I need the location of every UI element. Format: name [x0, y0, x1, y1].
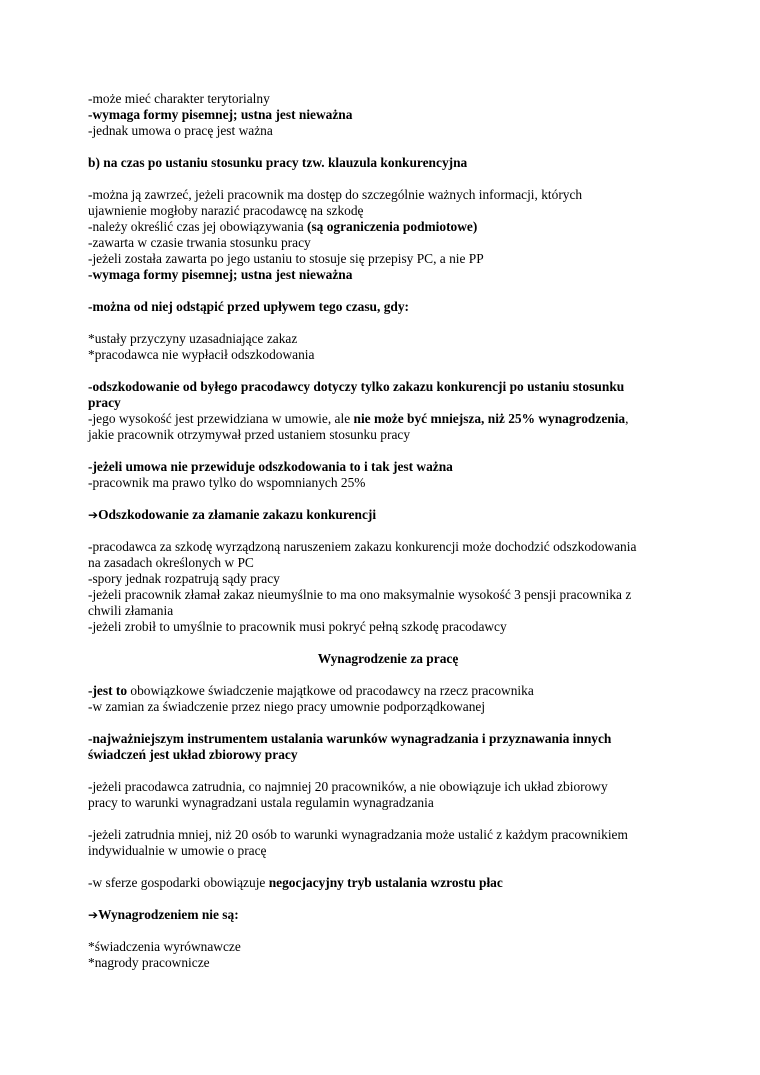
text-line-bold: pracy: [88, 395, 121, 410]
text-line: indywidualnie w umowie o pracę: [88, 843, 267, 858]
arrow-right-icon: ➔: [88, 908, 99, 922]
text-line: pracy to warunki wynagradzani ustala regulamin wynagradzania: [88, 795, 434, 810]
text-line: -jeżeli pracodawca zatrudnia, co najmniej 20 pracowników, a nie obowiązuje ich układ zbiorowy: [88, 779, 608, 794]
paragraph-written-form: [88, 91, 688, 139]
text-line-bold: -najważniejszym instrumentem ustalania warunków wynagradzania i przyznawania innych: [88, 731, 612, 746]
text-line: -jednak umowa o pracę jest ważna: [88, 123, 273, 138]
heading-breach-compensation: ➔Odszkodowanie za złamanie zakazu konkurencji: [88, 507, 377, 522]
text-line-bold: -jeżeli umowa nie przewiduje odszkodowania to i tak jest ważna: [88, 459, 453, 474]
text-line: -w zamian za świadczenie przez niego pracy umownie podporządkowanej: [88, 699, 486, 714]
text-line: na zasadach określonych w PC: [88, 555, 254, 570]
text-line: -może mieć charakter terytorialny: [88, 91, 270, 106]
text-line: -pracownik ma prawo tylko do wspomnianych 25%: [88, 475, 366, 490]
paragraph-clause-conditions: [88, 187, 688, 283]
text-line-bold: -odszkodowanie od byłego pracodawcy dotyczy tylko zakazu konkurencji po ustaniu stosunku: [88, 379, 625, 394]
text-line: -spory jednak rozpatrują sądy pracy: [88, 571, 280, 586]
text-line: -zawarta w czasie trwania stosunku pracy: [88, 235, 311, 250]
text-line: -jego wysokość jest przewidziana w umowie, ale nie może być mniejsza, niż 25% wynagrodzenia,: [88, 411, 629, 426]
text-line: -jeżeli pracownik złamał zakaz nieumyślnie to ma ono maksymalnie wysokość 3 pensji pracownika z: [88, 587, 632, 602]
text-line: -jeżeli zatrudnia mniej, niż 20 osób to warunki wynagradzania może ustalić z każdym pracownikiem: [88, 827, 628, 842]
text-line: -jeżeli zrobił to umyślnie to pracownik musi pokryć pełną szkodę pracodawcy: [88, 619, 507, 634]
section-title-remuneration: Wynagrodzenie za pracę: [317, 651, 459, 666]
paragraph-individual: [88, 827, 688, 859]
paragraph-collective-agreement: [88, 731, 688, 763]
document-page: [88, 91, 688, 971]
paragraph-compensation: [88, 379, 688, 443]
paragraph-regulations: [88, 779, 688, 811]
paragraph-contract-valid: [88, 459, 688, 491]
heading-not-remuneration: ➔Wynagrodzeniem nie są:: [88, 907, 239, 922]
text-line: -należy określić czas jej obowiązywania (są ograniczenia podmiotowe): [88, 219, 478, 234]
list-item: *ustały przyczyny uzasadniające zakaz: [88, 331, 298, 346]
text-line-bold: -wymaga formy pisemnej; ustna jest nieważna: [88, 267, 353, 282]
heading-withdrawal: -można od niej odstąpić przed upływem tego czasu, gdy:: [88, 299, 409, 314]
heading-non-compete-clause: b) na czas po ustaniu stosunku pracy tzw. klauzula konkurencyjna: [88, 155, 468, 170]
list-item: *świadczenia wyrównawcze: [88, 939, 241, 954]
text-line-bold: -wymaga formy pisemnej; ustna jest nieważna: [88, 107, 353, 122]
text-line: -można ją zawrzeć, jeżeli pracownik ma dostęp do szczególnie ważnych informacji, których: [88, 187, 583, 202]
text-line-bold: świadczeń jest układ zbiorowy pracy: [88, 747, 298, 762]
text-line: -pracodawca za szkodę wyrządzoną naruszeniem zakazu konkurencji może dochodzić odszkodowania: [88, 539, 637, 554]
text-line: -jest to obowiązkowe świadczenie majątkowe od pracodawcy na rzecz pracownika: [88, 683, 534, 698]
list-not-remuneration: [88, 939, 688, 971]
text-line: -jeżeli została zawarta po jego ustaniu to stosuje się przepisy PC, a nie PP: [88, 251, 484, 266]
text-line: ujawnienie mogłoby narazić pracodawcę na szkodę: [88, 203, 364, 218]
list-item: *nagrody pracownicze: [88, 955, 210, 970]
paragraph-breach-details: [88, 539, 688, 635]
paragraph-negotiation: -w sferze gospodarki obowiązuje negocjacyjny tryb ustalania wzrostu płac: [88, 875, 503, 890]
text-line: jakie pracownik otrzymywał przed ustaniem stosunku pracy: [88, 427, 411, 442]
list-withdrawal-reasons: [88, 331, 688, 363]
arrow-right-icon: ➔: [88, 508, 99, 522]
text-line: chwili złamania: [88, 603, 174, 618]
paragraph-remuneration-definition: [88, 683, 688, 715]
list-item: *pracodawca nie wypłacił odszkodowania: [88, 347, 315, 362]
